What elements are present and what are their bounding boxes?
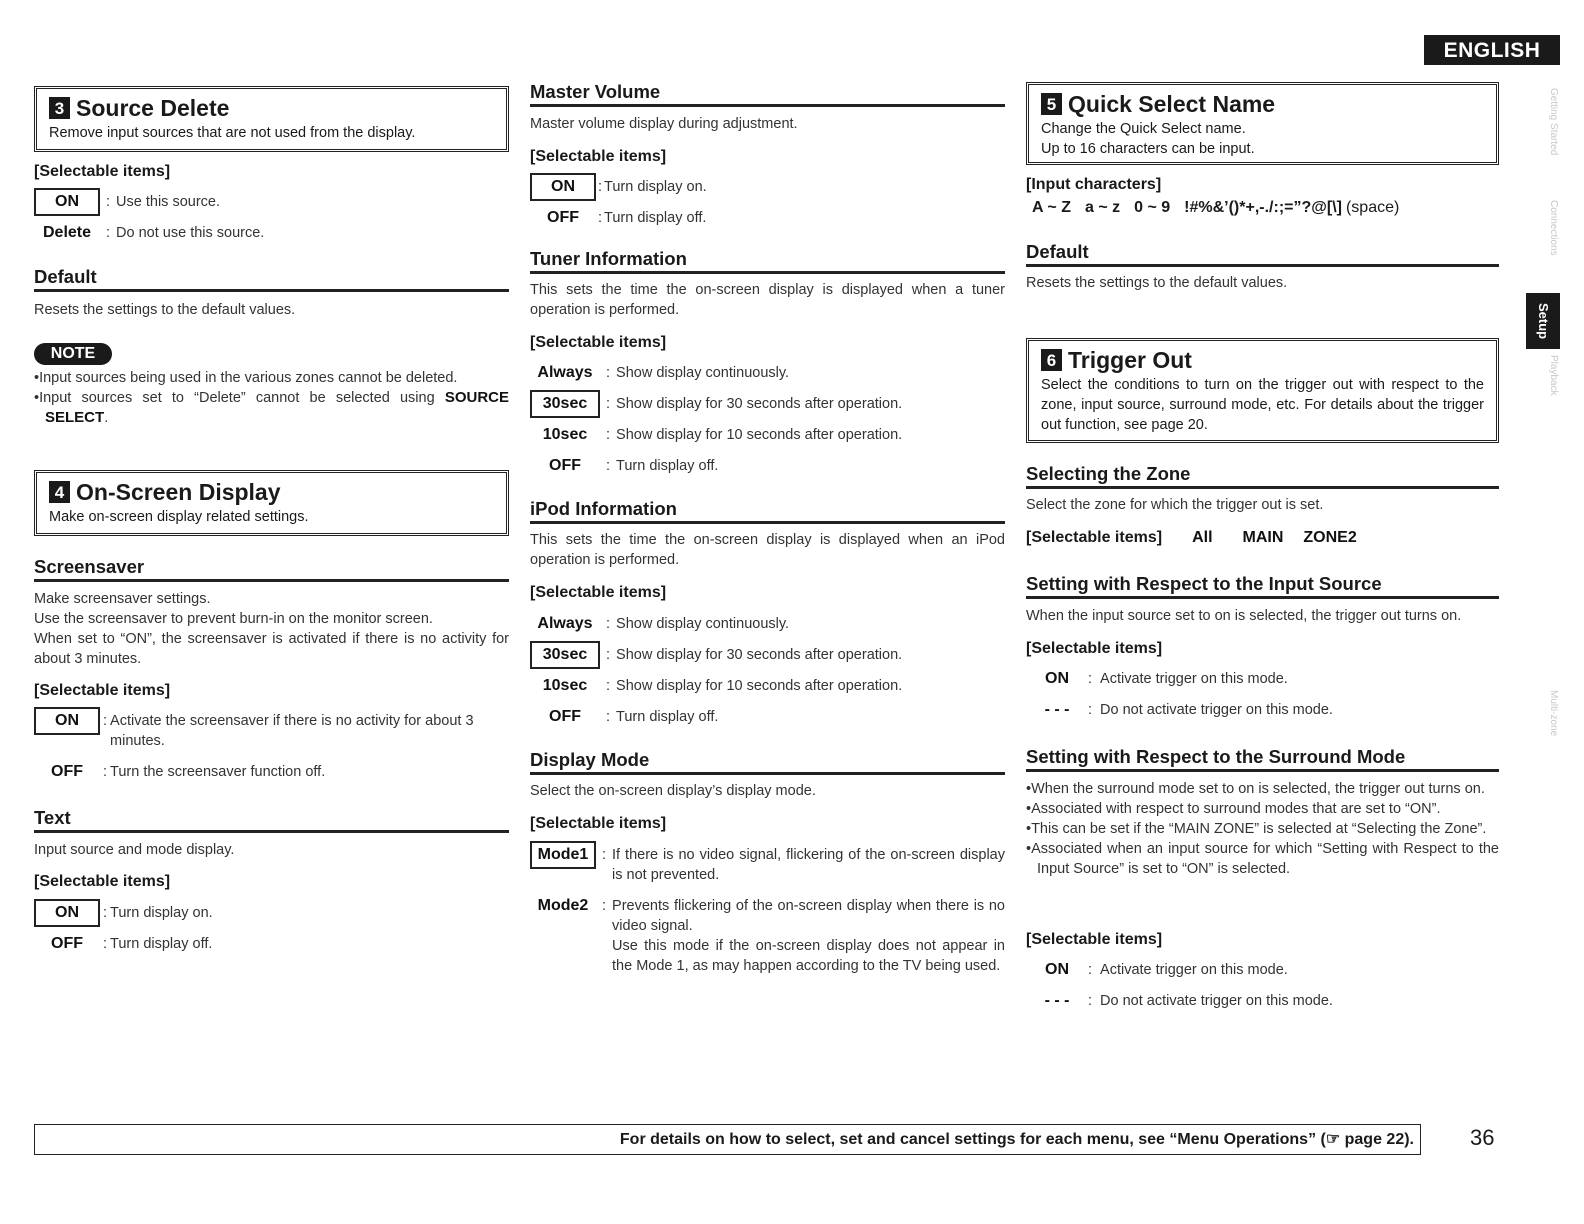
option-row: OFF : Turn display off. (34, 934, 509, 954)
selecting-zone-heading: Selecting the Zone (1026, 463, 1499, 489)
bullet-item: • Associated with respect to surround modes that are set to “ON”. (1026, 799, 1499, 819)
option-key: Always (537, 364, 593, 381)
selectable-items-label: [Selectable items] (530, 148, 667, 165)
zone-option-main: MAIN (1242, 529, 1284, 546)
master-volume-text: Master volume display during adjustment. (530, 116, 798, 132)
section-number-icon: 4 (49, 481, 70, 503)
option-row: OFF : Turn display off. (530, 456, 1005, 476)
text-heading: Text (34, 807, 509, 833)
input-source-text: When the input source set to on is selected, the trigger out turns on. (1026, 608, 1462, 624)
selectable-items-label: [Selectable items] (34, 163, 171, 180)
option-row: ON : Activate trigger on this mode. (1034, 669, 1499, 689)
side-tab-multi-zone[interactable]: Multi-zone (1548, 690, 1559, 737)
tuner-information-heading: Tuner Information (530, 248, 1005, 274)
option-row: Mode2 : Prevents flickering of the on-screen display when there is no video signal. Use this mode if the on-screen display does not appear in the Mode 1, as may happen according to the TV being used. (530, 896, 1005, 976)
display-mode-heading: Display Mode (530, 749, 1005, 775)
selecting-zone-text: Select the zone for which the trigger out is set. (1026, 497, 1324, 513)
option-key: ON (1045, 670, 1069, 687)
option-key: ON (530, 173, 596, 201)
default-heading: Default (34, 266, 509, 292)
selectable-items-label: [Selectable items] (530, 584, 667, 601)
option-key: OFF (549, 457, 581, 474)
bullet-item: • When the surround mode set to on is selected, the trigger out turns on. (1026, 779, 1499, 799)
option-row: ON : Activate the screensaver if there is no activity for about 3 minutes. (34, 711, 509, 751)
surround-mode-bullets (1026, 779, 1499, 879)
option-key: 10sec (542, 677, 588, 694)
screensaver-text: Make screensaver settings. Use the screensaver to prevent burn-in on the monitor screen. When set to “ON”, the screensaver is activated if there is no activity for about 3 minutes. (34, 591, 509, 667)
side-tab-connections[interactable]: Connections (1548, 200, 1559, 256)
note-item: • Input sources set to “Delete” cannot be selected using SOURCE SELECT. (34, 388, 509, 428)
note-badge: NOTE (34, 343, 112, 365)
option-row: OFF : Turn display off. (530, 208, 1005, 228)
option-key: ON (1045, 961, 1069, 978)
page-number: 36 (1470, 1125, 1495, 1150)
option-row: - - - : Do not activate trigger on this mode. (1034, 700, 1499, 720)
source-delete-box (34, 86, 509, 152)
note-item: • Input sources being used in the various zones cannot be deleted. (34, 368, 509, 388)
selectable-items-label: [Selectable items] (34, 873, 171, 890)
option-row: - - - : Do not activate trigger on this mode. (1034, 991, 1499, 1011)
zone-options (1026, 529, 1357, 547)
note-list (34, 368, 509, 428)
option-row: 30sec : Show display for 30 seconds after operation. (530, 394, 1005, 418)
option-key: - - - (1044, 992, 1070, 1009)
option-row: ON : Turn display on. (34, 903, 509, 927)
zone-option-zone2: ZONE2 (1303, 529, 1357, 546)
selectable-items-label: [Selectable items] (34, 682, 171, 699)
on-screen-display-box (34, 470, 509, 536)
option-key: ON (34, 899, 100, 927)
default-text: Resets the settings to the default values. (34, 302, 296, 318)
trigger-out-title: 6 Trigger Out (1041, 345, 1484, 375)
side-tab-setup[interactable]: Setup (1526, 293, 1560, 349)
option-key: Always (537, 615, 593, 632)
on-screen-display-title: 4 On-Screen Display (49, 477, 494, 507)
option-key: OFF (51, 763, 83, 780)
quick-select-name-description-2: Up to 16 characters can be input. (1041, 141, 1255, 157)
ipod-information-text: This sets the time the on-screen display is displayed when an iPod operation is performed. (530, 532, 1005, 568)
section-number-icon: 6 (1041, 349, 1062, 371)
option-key: OFF (51, 935, 83, 952)
selectable-items-label: [Selectable items] (1026, 529, 1163, 546)
option-key: OFF (547, 209, 579, 226)
option-key: Mode2 (537, 897, 589, 914)
option-row: 30sec : Show display for 30 seconds after operation. (530, 645, 1005, 669)
option-key: Mode1 (530, 841, 596, 869)
option-key: 30sec (530, 390, 600, 418)
surround-mode-heading: Setting with Respect to the Surround Mode (1026, 746, 1499, 772)
option-key: - - - (1044, 701, 1070, 718)
quick-select-name-description: Change the Quick Select name. (1041, 121, 1246, 137)
source-delete-title: 3 Source Delete (49, 93, 494, 123)
option-row: Always : Show display continuously. (530, 363, 1005, 383)
bullet-item: • This can be set if the “MAIN ZONE” is selected at “Selecting the Zone”. (1026, 819, 1499, 839)
option-row: OFF : Turn the screensaver function off. (34, 762, 509, 782)
source-delete-description: Remove input sources that are not used from the display. (49, 125, 416, 141)
default-heading: Default (1026, 241, 1499, 267)
zone-option-all: All (1192, 529, 1213, 546)
display-mode-text: Select the on-screen display’s display mode. (530, 783, 816, 799)
side-tab-getting-started[interactable]: Getting Started (1548, 88, 1559, 156)
option-key: OFF (549, 708, 581, 725)
option-row: Delete : Do not use this source. (34, 223, 504, 243)
input-characters-label: [Input characters] (1026, 176, 1162, 193)
selectable-items-label: [Selectable items] (1026, 640, 1163, 657)
bullet-item: • Associated when an input source for which “Setting with Respect to the Input Source” is set to “ON” is selected. (1026, 839, 1499, 879)
tuner-information-text: This sets the time the on-screen display is displayed when a tuner operation is performed. (530, 282, 1005, 318)
ipod-information-heading: iPod Information (530, 498, 1005, 524)
option-row: ON : Use this source. (34, 192, 504, 216)
on-screen-display-description: Make on-screen display related settings. (49, 509, 309, 525)
option-row: 10sec : Show display for 10 seconds after operation. (530, 425, 1005, 445)
screensaver-heading: Screensaver (34, 556, 509, 582)
master-volume-heading: Master Volume (530, 81, 1005, 107)
option-key: Delete (42, 224, 92, 241)
option-row: ON : Turn display on. (530, 177, 1005, 201)
option-key: 10sec (542, 426, 588, 443)
side-tab-playback[interactable]: Playback (1548, 355, 1559, 396)
footer-reference: For details on how to select, set and cancel settings for each menu, see “Menu Operations” (☞ page 22). (34, 1124, 1421, 1155)
quick-select-name-title: 5 Quick Select Name (1041, 89, 1484, 119)
option-key: ON (34, 707, 100, 735)
selectable-items-label: [Selectable items] (530, 334, 667, 351)
quick-select-name-box (1026, 82, 1499, 165)
trigger-out-box (1026, 338, 1499, 443)
section-number-icon: 3 (49, 97, 70, 119)
option-row: ON : Activate trigger on this mode. (1034, 960, 1499, 980)
option-key: ON (34, 188, 100, 216)
trigger-out-description: Select the conditions to turn on the trigger out with respect to the zone, input source, surround mode, etc. For details about the trigger out function, see page 20. (1041, 377, 1484, 433)
selectable-items-label: [Selectable items] (530, 815, 667, 832)
option-key: 30sec (530, 641, 600, 669)
input-source-heading: Setting with Respect to the Input Source (1026, 573, 1499, 599)
text-description: Input source and mode display. (34, 842, 235, 858)
option-row: OFF : Turn display off. (530, 707, 1005, 727)
language-tab: ENGLISH (1424, 35, 1560, 65)
option-row: 10sec : Show display for 10 seconds after operation. (530, 676, 1005, 696)
section-number-icon: 5 (1041, 93, 1062, 115)
option-row: Always : Show display continuously. (530, 614, 1005, 634)
selectable-items-label: [Selectable items] (1026, 931, 1163, 948)
default-text: Resets the settings to the default values. (1026, 275, 1288, 291)
option-row: Mode1 : If there is no video signal, flickering of the on-screen display is not prevented. (530, 845, 1005, 885)
input-characters: A ~ Z a ~ z 0 ~ 9 !#%&’()*+,-./:;=”?@[\] (space) (1032, 199, 1400, 216)
